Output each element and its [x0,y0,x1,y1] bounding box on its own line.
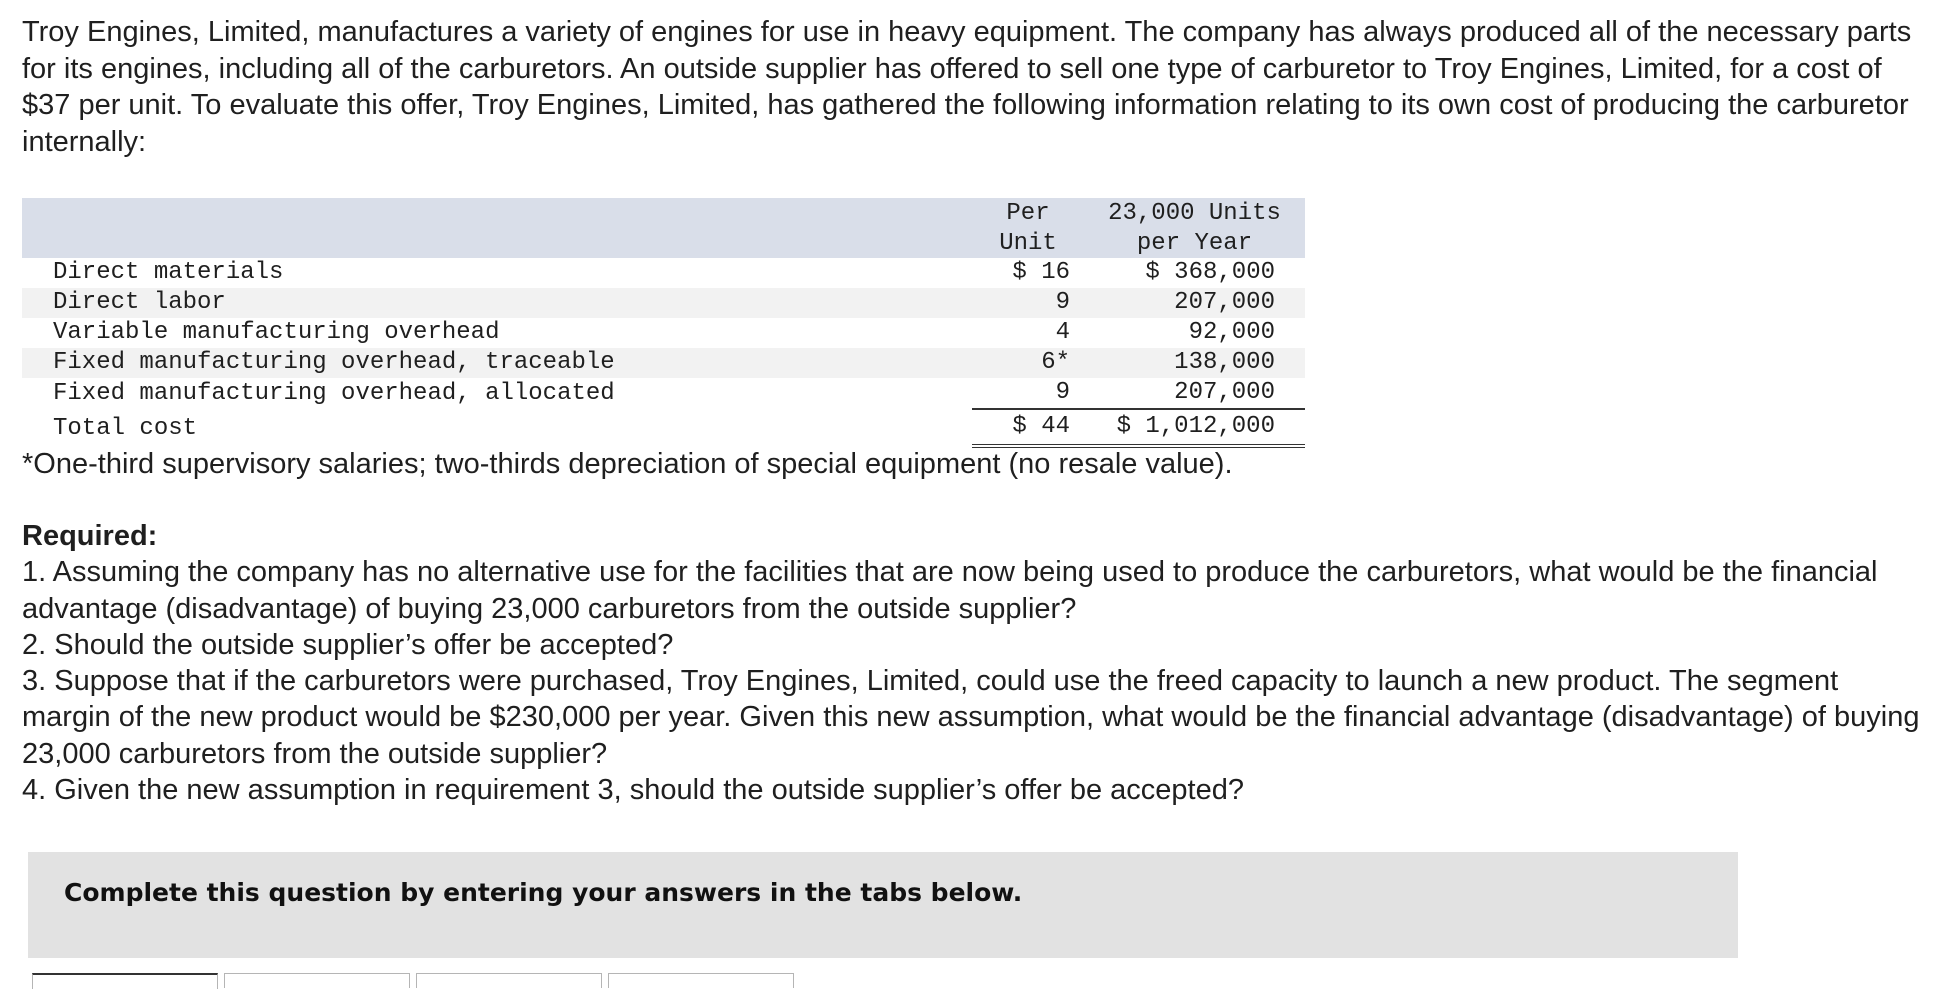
table-footnote: *One-third supervisory salaries; two-thirds depreciation of special equipment (no resale value). [22,448,1233,480]
instruction-text: Complete this question by entering your answers in the tabs below. [64,878,1023,907]
row-per-year: 138,000 [1084,348,1305,378]
table-row [22,258,1305,288]
header-per-year-line2: per Year [1084,228,1305,258]
header-per-year-line1: 23,000 Units [1084,198,1305,228]
answer-tab-2[interactable] [224,973,410,988]
row-label: Fixed manufacturing overhead, allocated [53,380,615,407]
requirement-2: 2. Should the outside supplier’s offer be accepted? [22,628,674,661]
header-per-unit-line1: Per [972,198,1084,228]
row-per-year: 207,000 [1084,288,1305,318]
table-row [22,288,1305,318]
total-label: Total cost [53,415,198,442]
total-per-unit: $ 44 [972,409,1084,446]
answer-tab-1[interactable] [32,973,218,989]
row-per-year: $ 368,000 [1145,259,1275,286]
requirement-3: 3. Suppose that if the carburetors were purchased, Troy Engines, Limited, could use the freed capacity to launch a new product. The segment margin of the new product would be $230,000 per year. Given this new assumption, what would be the financial advantage (disadvantage) of buying 23,000 carburetors from the outside supplier? [22,665,1920,770]
table-row [22,348,1305,378]
requirement-4: 4. Given the new assumption in requirement 3, should the outside supplier’s offer be accepted? [22,774,1244,807]
table-total-row [22,409,1305,446]
answer-tab-3[interactable] [416,973,602,988]
row-per-year: 92,000 [1188,319,1275,346]
row-per-unit: 9 [972,378,1084,409]
row-label: Direct materials [53,259,284,286]
requirements-section [22,518,1922,808]
table-row [22,378,1305,409]
instruction-panel [28,852,1738,958]
total-per-year: $ 1,012,000 [1084,409,1305,446]
row-label: Direct labor [22,288,972,318]
table-header-row [22,228,1305,258]
row-per-unit: $ 16 [1012,259,1070,286]
requirement-1: 1. Assuming the company has no alternative use for the facilities that are now being used to produce the carburetors, what would be the financial advantage (disadvantage) of buying 23,000 carburetors from the outside supplier? [22,556,1878,625]
header-per-unit-line2: Unit [972,228,1084,258]
row-per-year: 207,000 [1084,378,1305,409]
cost-table [22,198,1305,448]
row-per-unit: 9 [972,288,1084,318]
row-per-unit: 4 [1055,319,1070,346]
table-row [22,318,1305,348]
row-label: Variable manufacturing overhead [53,319,500,346]
problem-intro: Troy Engines, Limited, manufactures a variety of engines for use in heavy equipment. The company has always produced all of the necessary parts for its engines, including all of the carburetors. An outside supplier has offered to sell one type of carburetor to Troy Engines, Limited, for a cost of $37 per unit. To evaluate this offer, Troy Engines, Limited, has gathered the following information relating to its own cost of producing the carburetor internally: [22,16,1912,158]
row-per-unit: 6* [972,348,1084,378]
row-label: Fixed manufacturing overhead, traceable [22,348,972,378]
table-header-row [22,198,1305,228]
required-heading: Required: [22,520,158,552]
answer-tab-4[interactable] [608,973,794,988]
